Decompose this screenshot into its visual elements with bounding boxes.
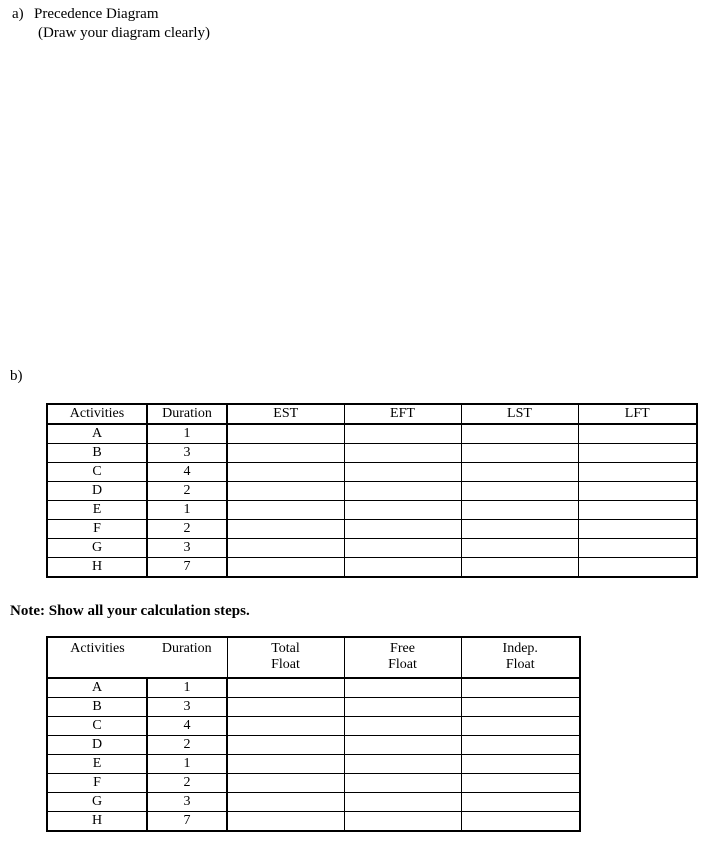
duration-cell: 2: [147, 520, 227, 539]
duration-cell: 2: [147, 736, 227, 755]
blank-answer-cell: [344, 812, 461, 832]
blank-answer-cell: [227, 698, 344, 717]
blank-answer-cell: [461, 424, 578, 444]
header-total-float-line2: Float: [271, 657, 300, 672]
blank-answer-cell: [227, 755, 344, 774]
table-row: [47, 774, 580, 793]
blank-answer-cell: [227, 520, 344, 539]
blank-answer-cell: [227, 774, 344, 793]
header-duration: Duration: [147, 404, 227, 424]
blank-answer-cell: [461, 755, 580, 774]
table-row: [47, 482, 697, 501]
blank-answer-cell: [578, 558, 697, 578]
table-row: [47, 755, 580, 774]
schedule-table-header: [47, 404, 697, 424]
header-indep-float-line2: Float: [505, 657, 535, 672]
blank-answer-cell: [227, 717, 344, 736]
blank-answer-cell: [227, 678, 344, 698]
blank-answer-cell: [344, 793, 461, 812]
header-free-float: [344, 637, 461, 678]
blank-answer-cell: [578, 539, 697, 558]
header-activities-2: [47, 637, 147, 678]
activity-cell: D: [47, 736, 147, 755]
blank-answer-cell: [461, 444, 578, 463]
blank-answer-cell: [344, 755, 461, 774]
header-free-float-line2: Float: [388, 657, 417, 672]
table-row: [47, 698, 580, 717]
table-row: [47, 717, 580, 736]
table-row: [47, 539, 697, 558]
blank-answer-cell: [227, 444, 344, 463]
blank-answer-cell: [461, 520, 578, 539]
blank-answer-cell: [461, 774, 580, 793]
blank-answer-cell: [344, 736, 461, 755]
duration-cell: 1: [147, 501, 227, 520]
blank-answer-cell: [344, 717, 461, 736]
duration-cell: 7: [147, 558, 227, 578]
activity-cell: H: [47, 558, 147, 578]
schedule-table: [46, 403, 698, 578]
header-indep-float-line1: Indep.: [502, 641, 538, 656]
blank-answer-cell: [227, 793, 344, 812]
duration-cell: 7: [147, 812, 227, 832]
header-total-float-line1: Total: [271, 641, 300, 656]
blank-answer-cell: [461, 698, 580, 717]
blank-answer-cell: [227, 463, 344, 482]
blank-answer-cell: [344, 698, 461, 717]
blank-answer-cell: [344, 678, 461, 698]
activity-cell: C: [47, 717, 147, 736]
part-a-label: a): [12, 6, 24, 22]
duration-cell: 3: [147, 793, 227, 812]
blank-answer-cell: [227, 736, 344, 755]
duration-cell: 4: [147, 717, 227, 736]
header-activities-2-line1: Activities: [70, 641, 125, 656]
blank-answer-cell: [344, 558, 461, 578]
duration-cell: 3: [147, 444, 227, 463]
duration-cell: 3: [147, 698, 227, 717]
activity-cell: G: [47, 793, 147, 812]
part-b-label: b): [10, 368, 23, 384]
blank-answer-cell: [227, 812, 344, 832]
table-row: [47, 444, 697, 463]
blank-answer-cell: [461, 793, 580, 812]
blank-answer-cell: [344, 444, 461, 463]
header-est: EST: [227, 404, 344, 424]
blank-answer-cell: [461, 463, 578, 482]
blank-answer-cell: [461, 482, 578, 501]
blank-answer-cell: [578, 482, 697, 501]
blank-answer-cell: [461, 812, 580, 832]
header-free-float-line1: Free: [390, 641, 415, 656]
duration-cell: 4: [147, 463, 227, 482]
blank-answer-cell: [344, 774, 461, 793]
blank-answer-cell: [344, 520, 461, 539]
blank-answer-cell: [227, 482, 344, 501]
table-row: [47, 424, 697, 444]
header-eft: EFT: [344, 404, 461, 424]
blank-answer-cell: [578, 520, 697, 539]
blank-answer-cell: [578, 444, 697, 463]
blank-answer-cell: [578, 463, 697, 482]
blank-answer-cell: [344, 501, 461, 520]
table-row: [47, 463, 697, 482]
float-table-header: [47, 637, 580, 678]
header-total-float: [227, 637, 344, 678]
blank-answer-cell: [344, 424, 461, 444]
blank-answer-cell: [461, 678, 580, 698]
duration-cell: 3: [147, 539, 227, 558]
blank-answer-cell: [461, 539, 578, 558]
float-table: [46, 636, 581, 832]
blank-answer-cell: [227, 539, 344, 558]
activity-cell: E: [47, 501, 147, 520]
header-lst: LST: [461, 404, 578, 424]
duration-cell: 1: [147, 755, 227, 774]
blank-answer-cell: [461, 717, 580, 736]
header-indep-float: [461, 637, 580, 678]
duration-cell: 1: [147, 678, 227, 698]
blank-answer-cell: [461, 736, 580, 755]
table-row: [47, 501, 697, 520]
part-a-title: Precedence Diagram: [34, 6, 159, 22]
header-duration-2: [147, 637, 227, 678]
blank-answer-cell: [344, 539, 461, 558]
header-activities: Activities: [47, 404, 147, 424]
duration-cell: 2: [147, 774, 227, 793]
table-row: [47, 793, 580, 812]
blank-answer-cell: [578, 424, 697, 444]
blank-answer-cell: [344, 482, 461, 501]
header-lft: LFT: [578, 404, 697, 424]
activity-cell: G: [47, 539, 147, 558]
table-row: [47, 520, 697, 539]
activity-cell: C: [47, 463, 147, 482]
activity-cell: F: [47, 520, 147, 539]
blank-answer-cell: [227, 558, 344, 578]
activity-cell: D: [47, 482, 147, 501]
blank-answer-cell: [461, 558, 578, 578]
calculation-note: Note: Show all your calculation steps.: [10, 603, 250, 619]
blank-answer-cell: [227, 424, 344, 444]
table-row: [47, 812, 580, 832]
activity-cell: A: [47, 424, 147, 444]
activity-cell: H: [47, 812, 147, 832]
activity-cell: E: [47, 755, 147, 774]
activity-cell: F: [47, 774, 147, 793]
activity-cell: B: [47, 444, 147, 463]
table-row: [47, 736, 580, 755]
part-a-instruction: (Draw your diagram clearly): [38, 25, 211, 41]
header-duration-2-line1: Duration: [161, 641, 212, 656]
table-row: [47, 678, 580, 698]
blank-answer-cell: [578, 501, 697, 520]
duration-cell: 1: [147, 424, 227, 444]
activity-cell: A: [47, 678, 147, 698]
activity-cell: B: [47, 698, 147, 717]
table-row: [47, 558, 697, 578]
blank-answer-cell: [344, 463, 461, 482]
duration-cell: 2: [147, 482, 227, 501]
blank-answer-cell: [461, 501, 578, 520]
blank-answer-cell: [227, 501, 344, 520]
